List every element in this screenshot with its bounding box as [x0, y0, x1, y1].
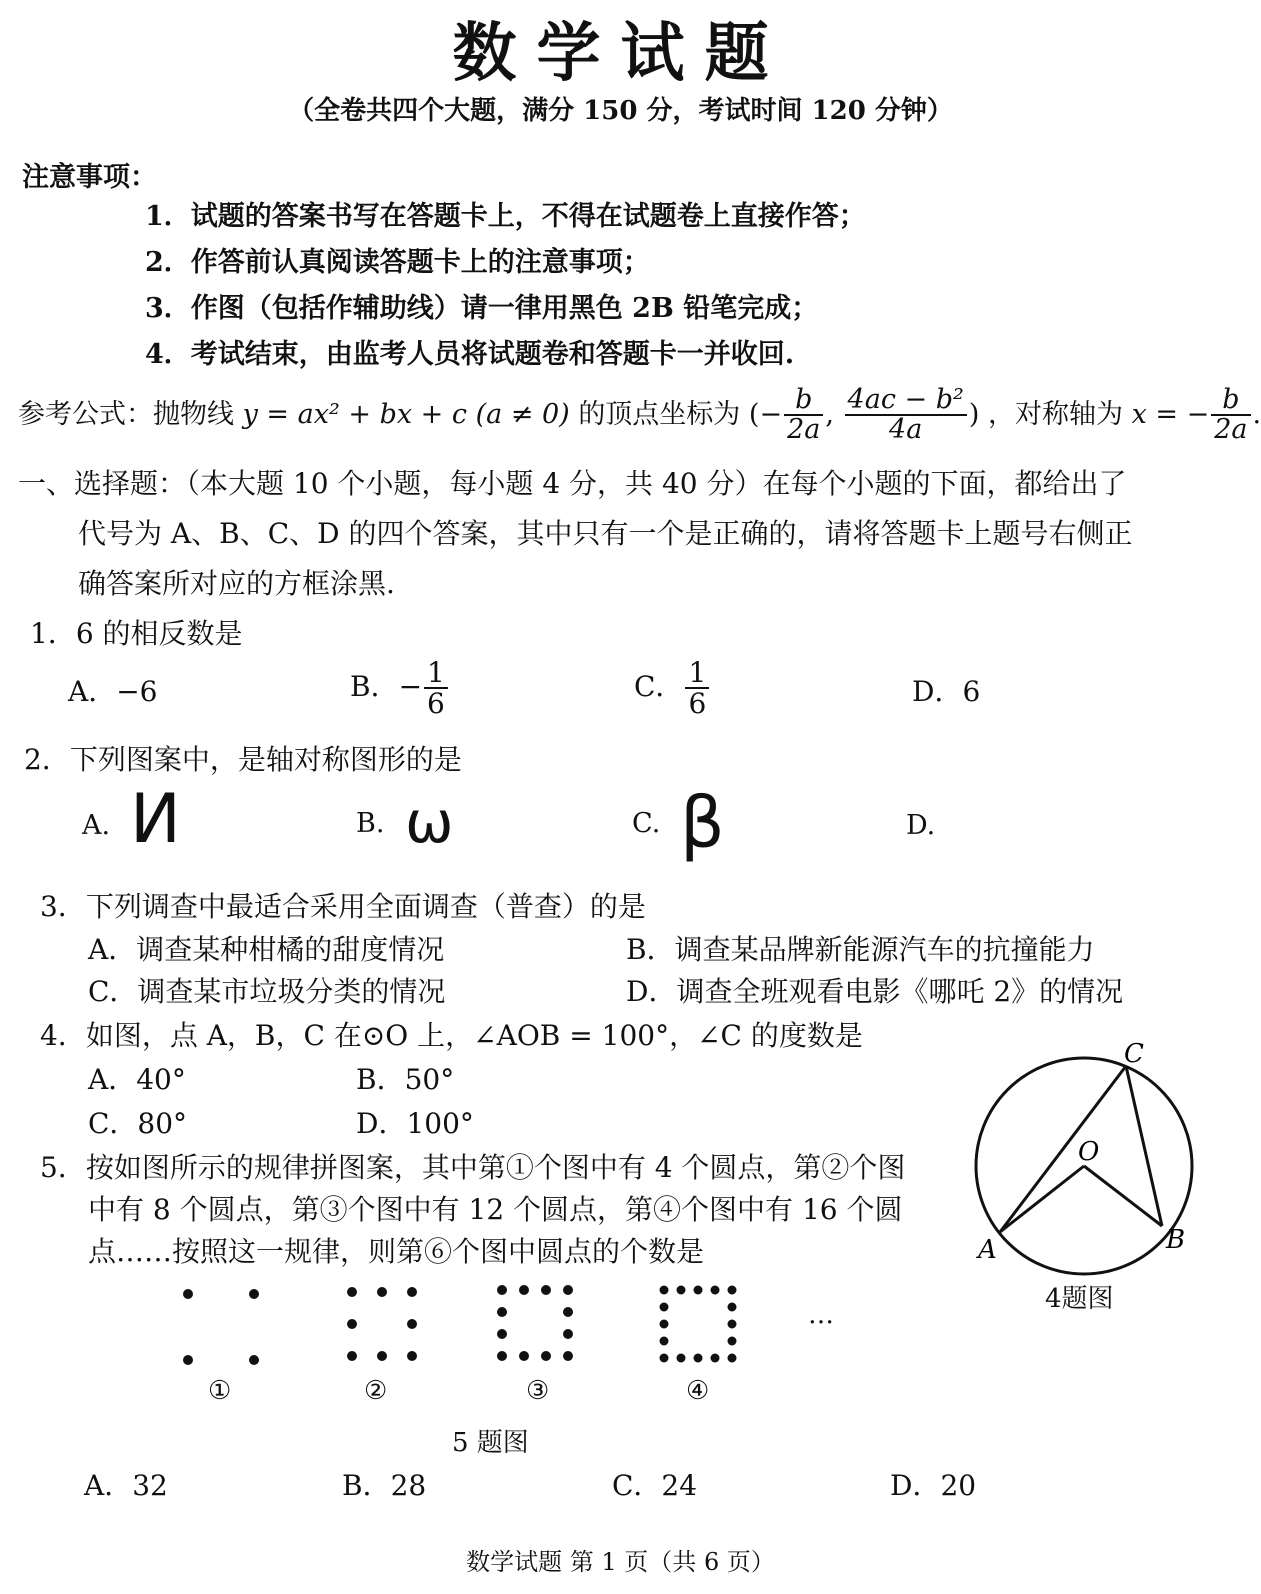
vertex-y-fraction	[845, 386, 967, 445]
q1-stem: 1．6 的相反数是	[30, 617, 243, 650]
notice-item-2: 2．作答前认真阅读答题卡上的注意事项；	[145, 247, 650, 278]
q2-option-d-label: D.	[906, 810, 936, 841]
q3-option-c: C．调查某市垃圾分类的情况	[88, 975, 446, 1008]
q5-line2: 中有 8 个圆点，第③个图中有 12 个圆点，第④个图中有 16 个圆	[88, 1193, 903, 1226]
q1-option-b-label: B．	[350, 669, 399, 703]
q5-fig-label-1: ①	[208, 1376, 232, 1406]
q5-ellipsis: …	[808, 1300, 834, 1330]
q2-option-b-label: B.	[356, 808, 385, 839]
q5-dot-patterns	[150, 1280, 750, 1380]
label-c: C	[1124, 1039, 1144, 1069]
q4-option-d: D．100°	[356, 1107, 474, 1140]
axis-fraction	[1211, 386, 1250, 445]
axis-num: b	[1211, 386, 1250, 416]
q1-b-den: 6	[427, 687, 445, 721]
q4-stem: 4．如图，点 A，B，C 在⊙O 上，∠AOB = 100°，∠C 的度数是	[40, 1019, 863, 1052]
q5-line3: 点……按照这一规律，则第⑥个图中圆点的个数是	[88, 1235, 705, 1268]
label-o: O	[1078, 1137, 1100, 1167]
q5-fig-label-3: ③	[526, 1376, 550, 1406]
q5-option-b: B．28	[342, 1469, 427, 1502]
formula-close: )	[968, 398, 980, 430]
page-title: 数学试题	[452, 16, 789, 91]
q1-option-c	[634, 658, 711, 719]
notice-item-4: 4．考试结束，由监考人员将试题卷和答题卡一并收回.	[145, 339, 795, 370]
dot-pattern-2	[347, 1287, 417, 1361]
q1-c-den: 6	[688, 687, 707, 721]
q4-option-b: B．50°	[356, 1063, 455, 1096]
exam-subtitle: （全卷共四个大题，满分 150 分，考试时间 120 分钟）	[288, 96, 953, 126]
notice-item-1: 1．试题的答案书写在答题卡上，不得在试题卷上直接作答；	[145, 201, 866, 232]
q5-option-a: A．32	[84, 1469, 168, 1502]
dot-pattern-1	[183, 1289, 259, 1365]
q5-fig-label-4: ④	[686, 1376, 710, 1406]
formula-comma: ,	[825, 398, 834, 430]
formula-axis-lead: ，对称轴为	[987, 398, 1123, 430]
notice-heading: 注意事项：	[22, 162, 157, 193]
formula-end: .	[1252, 398, 1261, 430]
vertex-x-den: 2a	[787, 414, 821, 446]
q2-option-a-glyph: И	[130, 780, 181, 859]
q2-stem: 2．下列图案中，是轴对称图形的是	[24, 743, 462, 776]
formula-expression: y = ax² + bx + c (a ≠ 0)	[242, 398, 570, 430]
q5-fig-label-2: ②	[364, 1376, 388, 1406]
q1-option-b-sign: −	[398, 669, 423, 703]
q5-figure-caption: 5 题图	[452, 1428, 529, 1458]
q1-option-b-fraction	[424, 658, 448, 719]
formula-lead: 参考公式：抛物线	[18, 398, 234, 430]
formula-open: (−	[748, 398, 783, 430]
q2-option-c-label: C.	[632, 808, 661, 839]
section1-line1: 一、选择题：（本大题 10 个小题，每小题 4 分，共 40 分）在每个小题的下面，都给出了	[18, 467, 1127, 500]
formula-mid: 的顶点坐标为	[578, 398, 741, 430]
q1-option-c-fraction	[685, 658, 709, 719]
vertex-x-num: b	[784, 386, 823, 416]
label-b: B	[1166, 1225, 1186, 1255]
q4-figure-caption: 4题图	[1045, 1284, 1114, 1314]
reference-formula	[18, 386, 1261, 445]
q2-option-c-glyph: β	[680, 782, 725, 864]
axis-den: 2a	[1214, 414, 1248, 446]
vertex-y-den: 4a	[889, 414, 923, 446]
q4-option-a: A．40°	[88, 1063, 186, 1096]
vertex-x-fraction	[784, 386, 823, 445]
notice-item-3: 3．作图（包括作辅助线）请一律用黑色 2B 铅笔完成；	[145, 293, 819, 324]
chord-ac	[1000, 1066, 1126, 1232]
axis-expression: x = −	[1131, 398, 1210, 430]
q3-option-d: D．调查全班观看电影《哪吒 2》的情况	[626, 975, 1124, 1008]
q2-option-a-label: A.	[82, 810, 111, 841]
dot-pattern-4	[660, 1286, 737, 1363]
q1-option-b	[350, 658, 450, 719]
q5-option-d: D．20	[890, 1469, 977, 1502]
label-a: A	[978, 1235, 997, 1265]
vertex-y-num: 4ac − b²	[845, 386, 967, 416]
q2-option-b-glyph: ω	[405, 788, 454, 856]
section1-line2: 代号为 A、B、C、D 的四个答案，其中只有一个是正确的，请将答题卡上题号右侧正	[78, 517, 1133, 550]
q5-option-c: C．24	[612, 1469, 698, 1502]
q4-circle-figure	[960, 1036, 1220, 1276]
q3-stem: 3．下列调查中最适合采用全面调查（普查）的是	[40, 890, 646, 923]
q1-option-c-label: C．	[634, 669, 684, 703]
section1-line3: 确答案所对应的方框涂黑.	[78, 567, 395, 600]
q4-option-c: C．80°	[88, 1107, 188, 1140]
q1-option-d: D．6	[912, 675, 981, 708]
q1-c-num: 1	[685, 658, 709, 689]
q1-b-num: 1	[424, 658, 448, 689]
q5-line1: 5．按如图所示的规律拼图案，其中第①个图中有 4 个圆点，第②个图	[40, 1151, 906, 1184]
dot-pattern-3	[497, 1285, 573, 1361]
page-footer: 数学试题 第 1 页（共 6 页）	[466, 1548, 775, 1576]
q3-option-a: A．调查某种柑橘的甜度情况	[88, 933, 445, 966]
q1-option-a: A．−6	[68, 675, 158, 708]
q3-option-b: B．调查某品牌新能源汽车的抗撞能力	[626, 933, 1095, 966]
